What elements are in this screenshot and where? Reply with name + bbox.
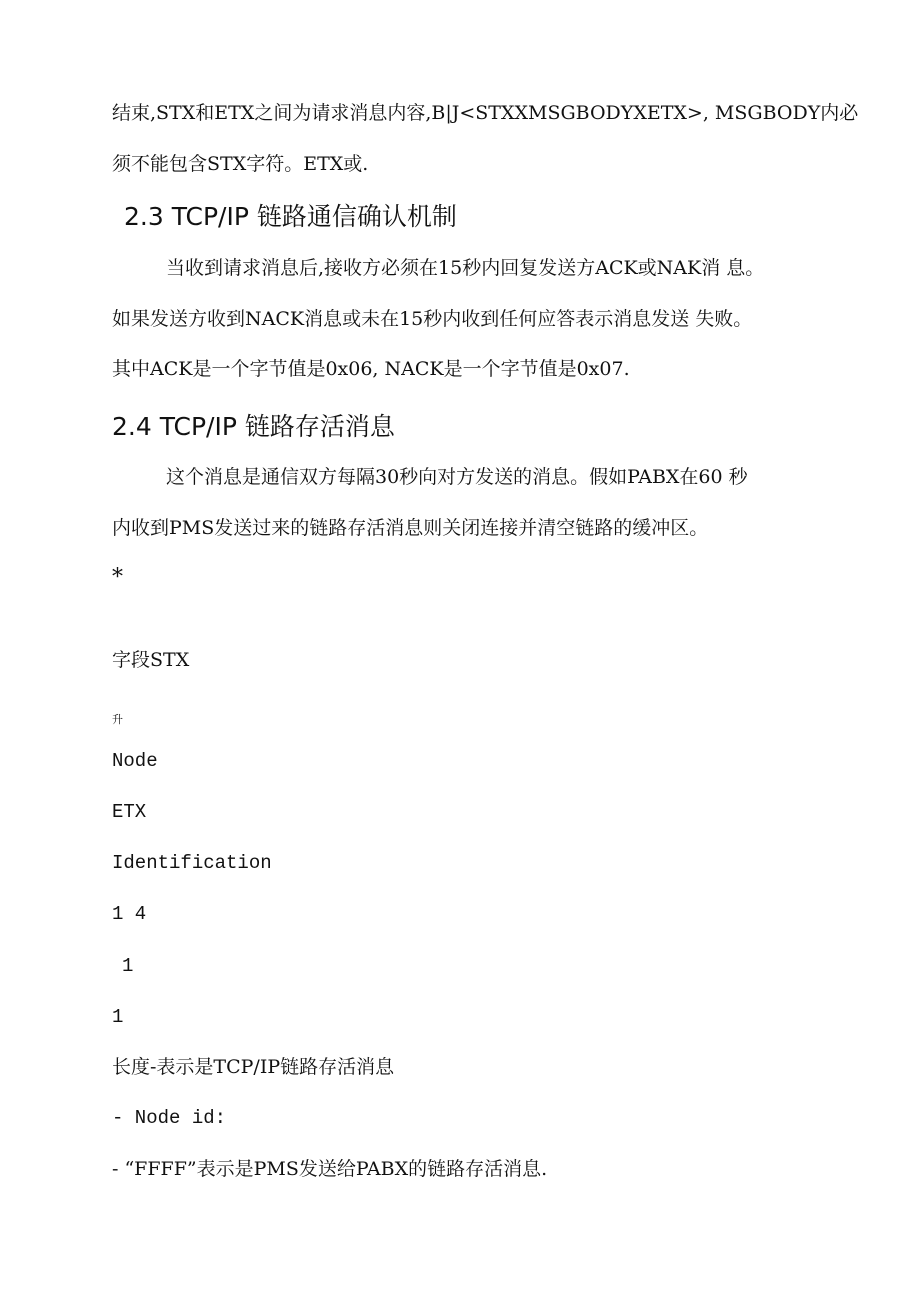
intro-line-1: 结束,STX和ETX之间为请求消息内容,B|J<STXXMSGBODYXETX>, MSGBODY内必: [112, 102, 859, 124]
section-2-4-line-2: 内收到PMS发送过来的链路存活消息则关闭连接并清空链路的缓冲区。: [112, 517, 709, 539]
star-marker: *: [112, 565, 123, 590]
ffff-description: - “FFFF”表示是PMS发送给PABX的链路存活消息.: [112, 1158, 548, 1180]
section-2-3-line-1: 当收到请求消息后,接收方必须在15秒内回复发送方ACK或NAK消 息。: [166, 257, 765, 279]
section-2-4-heading: 2.4 TCP/IP 链路存活消息: [112, 412, 395, 441]
section-2-3-line-2: 如果发送方收到NACK消息或未在15秒内收到任何应答表示消息发送 失败。: [112, 308, 753, 330]
node-label: Node: [112, 750, 158, 772]
etx-label: ETX: [112, 801, 147, 823]
section-2-4-line-1: 这个消息是通信双方每隔30秒向对方发送的消息。假如PABX在60 秒: [166, 466, 748, 488]
number-1a: 1: [122, 955, 134, 977]
length-description: 长度-表示是TCP/IP链路存活消息: [112, 1056, 395, 1078]
section-2-3-line-3: 其中ACK是一个字节值是0x06, NACK是一个字节值是0x07.: [112, 358, 630, 380]
intro-line-2: 须不能包含STX字符。ETX或.: [112, 153, 369, 175]
field-label: 字段STX: [112, 649, 190, 671]
node-id-line: - Node id:: [112, 1107, 227, 1129]
section-2-3-heading: 2.3 TCP/IP 链路通信确认机制: [124, 202, 457, 231]
number-1b: 1: [112, 1006, 124, 1028]
identification-label: Identification: [112, 852, 272, 874]
numbers-1-4: 1 4: [112, 903, 147, 925]
small-char: 升: [112, 713, 123, 726]
